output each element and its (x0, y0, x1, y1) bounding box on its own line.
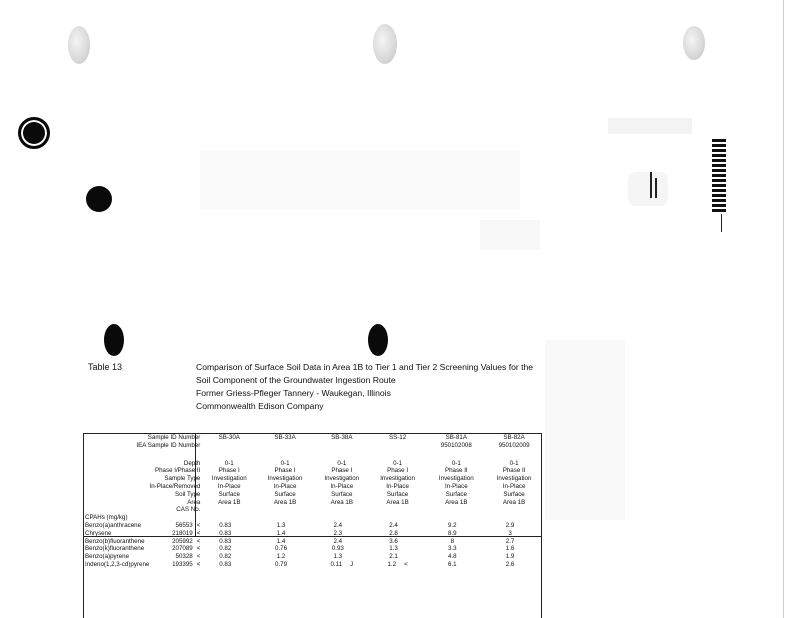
table-row (83, 483, 541, 491)
header-label: Sample Type (164, 475, 201, 483)
area: Area 1B (273, 498, 297, 506)
result-cell (425, 530, 487, 538)
compound-name: Chrysene (85, 529, 112, 537)
result-cell (202, 538, 256, 546)
result-flag: J (350, 560, 354, 568)
result-value: 0.11 (330, 560, 343, 568)
result-value: 4.8 (447, 553, 457, 561)
header-label: Phase I/Phase II (154, 467, 201, 475)
qualifier-flag: < (196, 521, 201, 529)
scan-fragment-4 (721, 214, 722, 232)
result-value: 0.83 (219, 560, 232, 568)
result-value: 1.2 (276, 553, 286, 561)
qualifier-flag: < (196, 529, 201, 537)
table-row (83, 530, 541, 538)
result-value: 6.1 (447, 560, 457, 568)
bleed-through-3 (545, 340, 625, 520)
sample-type: Investigation (496, 475, 532, 483)
result-cell (256, 530, 314, 538)
result-flag: < (404, 560, 408, 568)
table-row (83, 514, 541, 522)
result-cell (425, 538, 487, 546)
result-cell (487, 561, 541, 569)
punch-hole-right (683, 26, 705, 60)
cas-number: 207089 (172, 545, 193, 553)
section-label: CPAHs (mg/kg) (85, 514, 128, 522)
result-value: 2.9 (505, 521, 515, 529)
iea-id: 950102009 (498, 441, 530, 449)
iea-id (202, 442, 256, 450)
result-cell (314, 545, 370, 553)
title-line: Soil Component of the Groundwater Ingestion Route (196, 375, 396, 385)
document-title (196, 361, 533, 413)
depth: 0-1 (280, 459, 290, 467)
phase: Phase I (387, 467, 409, 475)
table-row (83, 434, 541, 442)
punch-hole-black-1 (86, 186, 112, 212)
table-row (83, 467, 541, 475)
sample-id: SB-30A (218, 434, 240, 441)
result-cell (314, 561, 370, 569)
result-value: 2.7 (505, 537, 515, 545)
soil-type: Surface (386, 490, 409, 498)
table-row (83, 491, 541, 499)
result-value: 0.83 (219, 529, 232, 537)
header-label: Depth (183, 459, 201, 467)
table-row (83, 499, 541, 507)
result-value: 0.79 (275, 560, 288, 568)
result-cell (370, 553, 426, 561)
result-value: 2.4 (333, 521, 343, 529)
cas-number: 205992 (172, 537, 193, 545)
cas-number: 218019 (172, 529, 193, 537)
sample-type: Investigation (211, 475, 247, 483)
sample-id: SS-12 (388, 434, 407, 441)
scan-fragment-2 (655, 178, 657, 198)
sample-type: Investigation (324, 475, 360, 483)
table-row (83, 561, 541, 569)
result-value: 0.76 (275, 545, 288, 553)
bleed-through-1 (608, 118, 692, 134)
result-cell (202, 545, 256, 553)
title-line: Comparison of Surface Soil Data in Area 1B to Tier 1 and Tier 2 Screening Values for the (196, 362, 534, 372)
table-row (83, 553, 541, 561)
result-value: 0.93 (331, 545, 344, 553)
table-row (83, 450, 541, 460)
result-cell (256, 538, 314, 546)
result-value: 3.3 (447, 545, 457, 553)
result-cell (425, 545, 487, 553)
depth: 0-1 (337, 459, 347, 467)
scan-fragment-1 (650, 172, 652, 198)
result-value: 3 (508, 529, 512, 537)
area: Area 1B (218, 498, 241, 506)
bleed-through-2 (628, 172, 668, 206)
compound-name: Benzo(a)anthracene (85, 521, 142, 529)
sample-type: Investigation (438, 475, 474, 483)
result-value: 8.9 (447, 529, 457, 537)
result-value: 0.83 (219, 521, 232, 529)
compound-name: Benzo(a)pyrene (85, 553, 130, 561)
header-label: Soil Type (175, 490, 201, 498)
result-cell (314, 553, 370, 561)
qualifier-flag: < (196, 537, 201, 545)
result-cell (202, 561, 256, 569)
area: Area 1B (386, 498, 409, 506)
result-value: 9.2 (447, 521, 457, 529)
bleed-through-4 (200, 150, 520, 210)
table-row (83, 538, 541, 546)
result-cell (370, 545, 426, 553)
result-value: 2.4 (333, 537, 343, 545)
soil-type: Surface (331, 490, 353, 498)
result-cell (370, 530, 426, 538)
cas-number: 50328 (175, 553, 193, 561)
result-value: 0.82 (219, 553, 232, 561)
depth: 0-1 (451, 459, 461, 467)
table-row (83, 522, 541, 530)
sample-type: Investigation (380, 475, 415, 483)
result-value: 1.9 (505, 553, 515, 561)
sample-id: SB-38A (331, 434, 353, 441)
cas-number: 56553 (175, 521, 193, 529)
result-cell (425, 561, 487, 569)
phase: Phase II (444, 467, 468, 475)
iea-id (314, 442, 370, 450)
punch-hole-black-3 (368, 324, 388, 356)
result-value: 2.6 (505, 560, 515, 568)
result-value: 1.2 (387, 560, 397, 568)
punch-hole-black-2 (104, 324, 124, 356)
scan-fragment-3 (712, 138, 726, 212)
table-row (83, 506, 541, 514)
cas-number: 193395 (172, 560, 193, 568)
header-label: IEA Sample ID Number (136, 441, 201, 449)
result-value: 3.6 (389, 537, 398, 545)
result-cell (256, 561, 314, 569)
qualifier-flag: < (196, 545, 201, 553)
compound-name: Benzo(k)fluoranthene (85, 545, 145, 553)
result-value: 0.82 (219, 545, 232, 553)
soil-type: Surface (218, 490, 240, 498)
placement: In-Place (330, 482, 354, 490)
area: Area 1B (502, 498, 526, 506)
placement: In-Place (444, 482, 468, 490)
compound-name: Indeno(1,2,3-cd)pyrene (85, 560, 150, 568)
depth: 0-1 (509, 459, 519, 467)
iea-id (256, 442, 314, 450)
result-value: 2.3 (333, 529, 343, 537)
page-edge (783, 0, 784, 618)
result-value: 1.4 (276, 529, 286, 537)
table-row (83, 460, 541, 468)
result-cell (425, 522, 487, 530)
bleed-through-5 (480, 220, 540, 250)
phase: Phase I (274, 467, 296, 475)
result-cell (202, 553, 256, 561)
result-cell (202, 530, 256, 538)
placement: In-Place (502, 482, 526, 490)
result-cell (256, 545, 314, 553)
result-value: 8 (450, 537, 455, 545)
phase: Phase II (502, 467, 526, 475)
result-value: 2.1 (389, 553, 398, 561)
result-cell (370, 538, 426, 546)
depth: 0-1 (393, 459, 403, 467)
result-cell (314, 522, 370, 530)
soil-type: Surface (274, 490, 296, 498)
result-value: 2.4 (389, 521, 398, 529)
qualifier-flag: < (196, 560, 201, 568)
result-value: 1.3 (389, 545, 398, 553)
header-label: Area (187, 498, 201, 506)
depth: 0-1 (224, 459, 234, 467)
punch-hole-ring (18, 117, 50, 149)
placement: In-Place (386, 482, 409, 490)
result-cell (256, 522, 314, 530)
result-cell (256, 553, 314, 561)
result-cell (487, 545, 541, 553)
data-table (83, 434, 541, 569)
header-label: CAS No. (176, 506, 201, 514)
sample-id: SB-82A (503, 434, 525, 441)
result-value: 1.4 (276, 537, 286, 545)
header-label: Sample ID Number (147, 434, 201, 441)
result-value: 2.8 (389, 529, 398, 537)
result-cell (487, 522, 541, 530)
qualifier-flag: < (196, 553, 201, 561)
result-cell (202, 522, 256, 530)
sample-id: SB-81A (445, 434, 467, 441)
placement: In-Place (273, 482, 297, 490)
sample-type: Investigation (267, 475, 303, 483)
table-right-border (541, 433, 542, 618)
table-row (83, 475, 541, 483)
result-cell (487, 553, 541, 561)
result-value: 1.6 (505, 545, 515, 553)
result-cell (314, 538, 370, 546)
result-cell (425, 553, 487, 561)
title-line: Commonwealth Edison Company (196, 401, 324, 411)
result-cell (487, 538, 541, 546)
table-row (83, 545, 541, 553)
result-value: 1.3 (276, 521, 286, 529)
soil-type: Surface (445, 490, 467, 498)
result-cell (314, 530, 370, 538)
result-value: 1.3 (333, 553, 343, 561)
result-cell (487, 530, 541, 538)
soil-type: Surface (503, 490, 525, 498)
placement: In-Place (217, 482, 241, 490)
table-row (83, 442, 541, 450)
compound-name: Benzo(b)fluoranthene (85, 537, 145, 545)
punch-hole-center (373, 24, 397, 64)
result-value: 0.83 (219, 537, 232, 545)
result-cell (370, 522, 426, 530)
iea-id: 950102008 (440, 441, 472, 449)
punch-hole-left (68, 26, 90, 64)
area: Area 1B (445, 498, 468, 506)
header-label: In-Place/Removed (149, 482, 201, 490)
title-line: Former Griess-Pfleger Tannery - Waukegan, Illinois (196, 388, 391, 398)
iea-id (370, 442, 426, 450)
sample-id: SB-33A (274, 434, 296, 441)
phase: Phase I (218, 467, 240, 475)
result-cell (370, 561, 426, 569)
area: Area 1B (330, 498, 353, 506)
table-label: Table 13 (88, 362, 123, 372)
phase: Phase I (331, 467, 353, 475)
